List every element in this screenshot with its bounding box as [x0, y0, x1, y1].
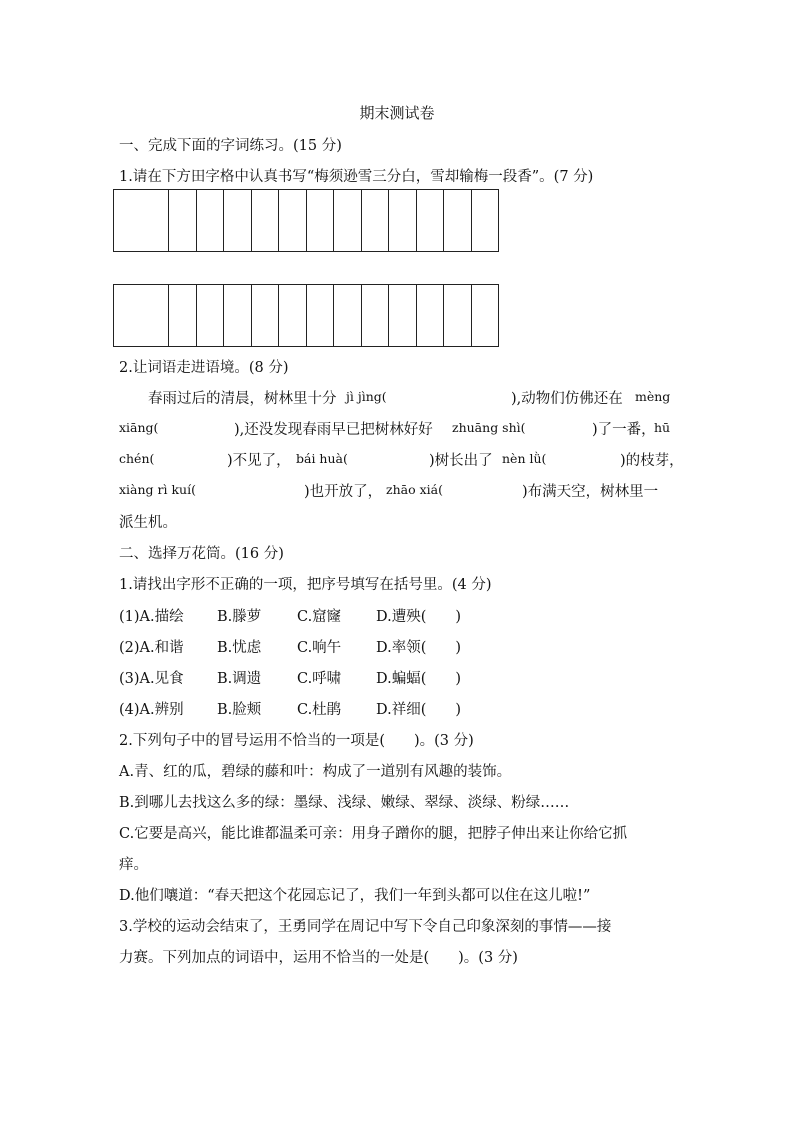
passage-text: )布满天空，树林里一 [522, 484, 659, 500]
question-2-3: 3.学校的运动会结束了，王勇同学在周记中写下令自己印象深刻的事情——接 [119, 919, 612, 935]
section2-heading: 二、选择万花筒。(16 分) [119, 546, 284, 562]
passage-text: )了一番， [592, 422, 656, 438]
page-title: 期末测试卷 [359, 104, 435, 122]
option-4c: C.杜鹃 [297, 702, 342, 718]
option-2c: C.响午 [297, 640, 342, 656]
option-1c: C.窟窿 [297, 609, 342, 625]
pinyin-prompt: mèng [635, 389, 671, 404]
question-2-3-cont: 力赛。下列加点的词语中，运用不恰当的一处是( )。(3 分) [119, 950, 518, 966]
passage-text: )也开放了， [304, 484, 383, 500]
option-3c: C.呼啸 [297, 671, 342, 687]
q2-option-c-cont: 痒。 [119, 857, 148, 873]
pinyin-prompt: hū [654, 420, 671, 435]
pinyin-prompt: chén( [119, 451, 155, 466]
q2-option-b: B.到哪儿去找这么多的绿：墨绿、浅绿、嫩绿、翠绿、淡绿、粉绿…… [119, 795, 570, 811]
q2-option-c: C.它要是高兴，能比谁都温柔可亲：用身子蹭你的腿，把脖子伸出来让你给它抓 [119, 826, 628, 842]
passage-text: 春雨过后的清晨，树林里十分 [148, 391, 337, 407]
option-2b: B.忧虑 [217, 640, 262, 656]
question-2-2: 2.下列句子中的冒号运用不恰当的一项是( )。(3 分) [119, 733, 474, 749]
passage-text: )的枝芽， [620, 453, 684, 469]
passage-text: )树长出了 [429, 453, 493, 469]
pinyin-prompt: xiāng( [119, 420, 159, 435]
option-1a: (1)A.描绘 [119, 609, 184, 625]
q2-option-d: D.他们嚷道：“春天把这个花园忘记了，我们一年到头都可以住在这儿啦!” [119, 888, 591, 904]
option-1b: B.滕萝 [217, 609, 262, 625]
option-4b: B.脸颊 [217, 702, 262, 718]
option-1d: D.遭殃( ) [376, 609, 462, 625]
option-3a: (3)A.见食 [119, 671, 184, 687]
option-4d: D.祥细( ) [376, 702, 462, 718]
option-2d: D.率领( ) [376, 640, 462, 656]
option-3b: B.调遗 [217, 671, 262, 687]
passage-text: ),还没发现春雨早已把树林好好 [234, 422, 433, 438]
pinyin-prompt: bái huà( [296, 451, 348, 466]
pinyin-prompt: nèn lǜ( [502, 451, 547, 466]
q2-option-a: A.青、红的瓜，碧绿的藤和叶：构成了一道别有风趣的装饰。 [119, 764, 512, 780]
pinyin-prompt: zhuāng shì( [452, 420, 526, 435]
passage-text: ),动物们仿佛还在 [511, 391, 623, 407]
pinyin-prompt: jì jìng( [346, 389, 387, 404]
question-1-1: 1.请在下方田字格中认真书写“梅须逊雪三分白，雪却输梅一段香”。(7 分) [119, 169, 594, 185]
passage-text: 派生机。 [119, 515, 177, 531]
writing-grid-1[interactable] [113, 189, 499, 252]
option-3d: D.蝙蝠( ) [376, 671, 462, 687]
pinyin-prompt: xiàng rì kuí( [119, 482, 196, 497]
question-1-2: 2.让词语走进语境。(8 分) [119, 360, 289, 376]
section1-heading: 一、完成下面的字词练习。(15 分) [119, 138, 342, 154]
option-4a: (4)A.辨别 [119, 702, 184, 718]
writing-grid-2[interactable] [113, 284, 499, 347]
pinyin-prompt: zhāo xiá( [386, 482, 443, 497]
passage-text: )不见了， [227, 453, 291, 469]
option-2a: (2)A.和谐 [119, 640, 184, 656]
question-2-1: 1.请找出字形不正确的一项，把序号填写在括号里。(4 分) [119, 577, 492, 593]
